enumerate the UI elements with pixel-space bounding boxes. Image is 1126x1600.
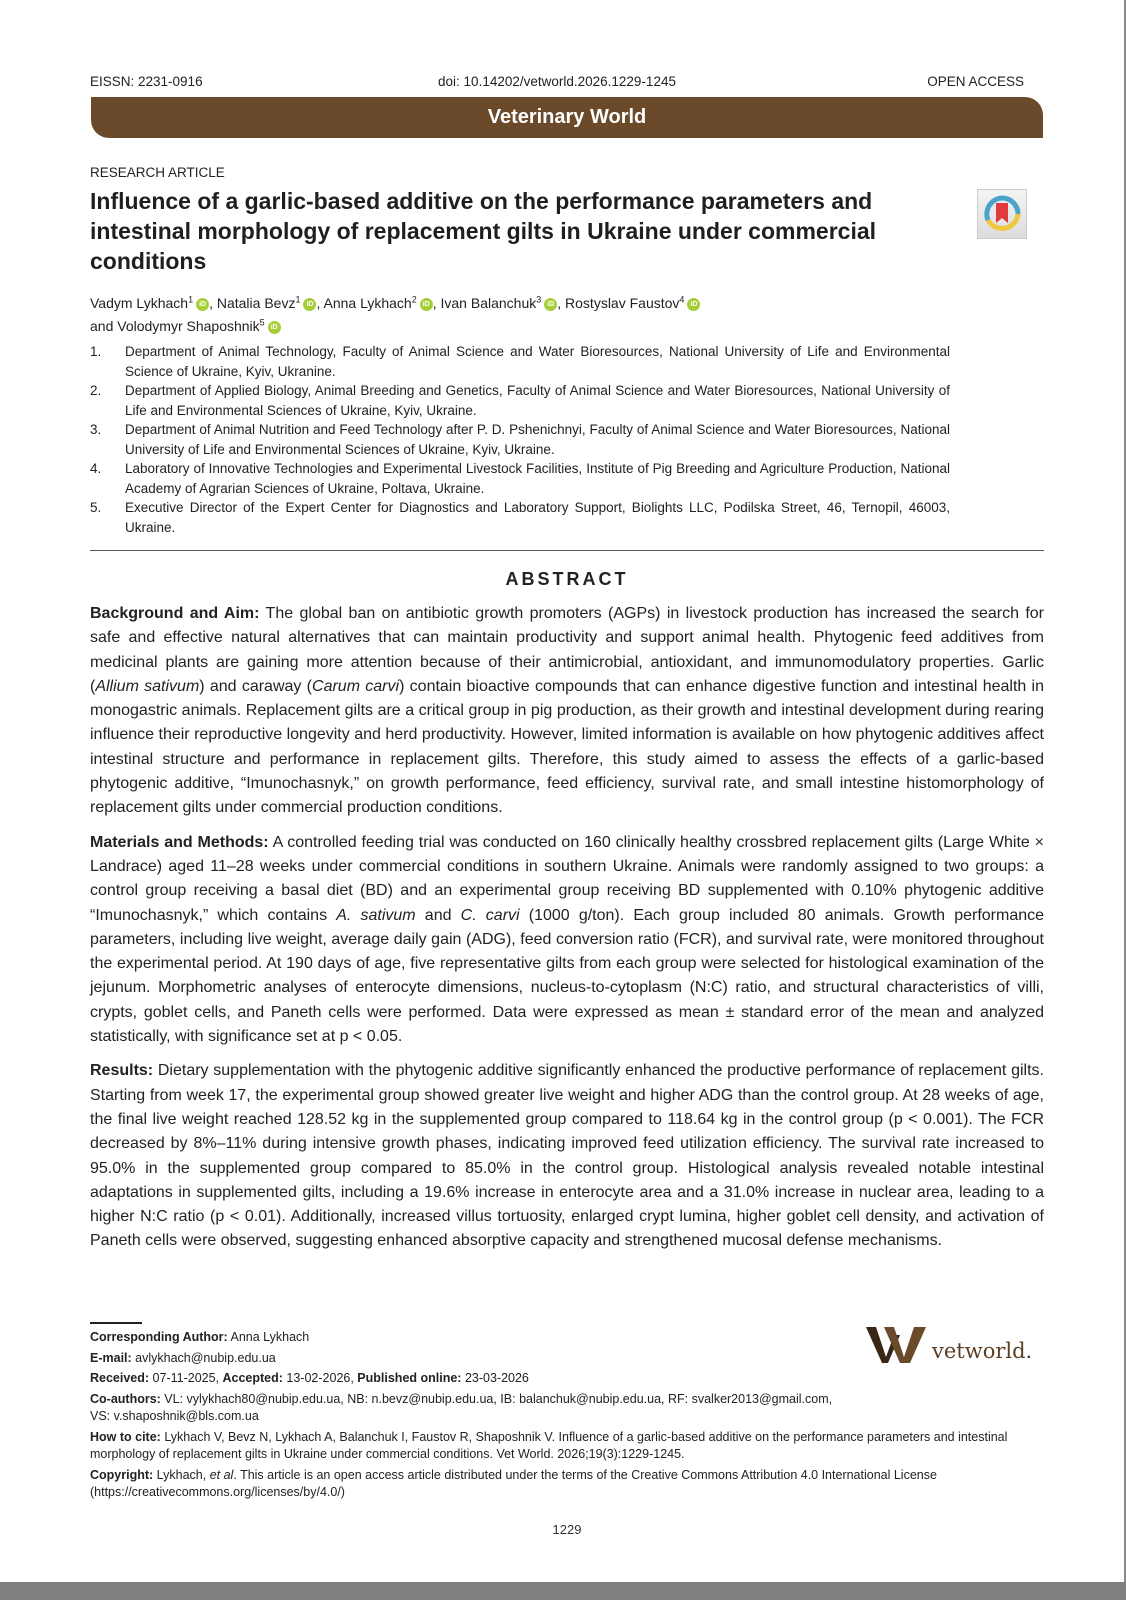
section-divider (90, 550, 1044, 551)
crossmark-icon (983, 195, 1021, 233)
copyright: Copyright: Lykhach, et al. This article is an open access article distributed under the terms of the Creative Commons Attribution 4.0 International License (https://creativecommons.org/licenses/by/4.0/) (90, 1467, 937, 1499)
orcid-icon[interactable]: iD (268, 321, 281, 334)
open-access-label: OPEN ACCESS (927, 74, 1024, 89)
corresponding-author: Corresponding Author: Anna Lykhach (90, 1330, 310, 1344)
author: Rostyslav Faustov$^4$iD (565, 295, 700, 311)
footnote-divider (90, 1322, 142, 1324)
author: and Volodymyr Shaposhnik$^5$iD (90, 318, 281, 334)
running-header (90, 74, 1024, 92)
orcid-icon[interactable]: iD (303, 298, 316, 311)
author-list (90, 289, 990, 336)
page-number: 1229 (552, 1522, 582, 1537)
email: E-mail: avlykhach@nubip.edu.ua (90, 1350, 276, 1365)
license-link[interactable]: . This article is an open access article distributed under the terms of the Creative Commons Attribution 4.0 International License (https://creativecommons.org/licenses/by/4.0/) (90, 1467, 937, 1499)
eissn: EISSN: 2231-0916 (90, 74, 203, 89)
doi-link[interactable]: doi: 10.14202/vetworld.2026.1229-1245 (438, 74, 676, 89)
abstract-heading: ABSTRACT (505, 569, 629, 589)
author: Natalia Bevz$^1$iD , (216, 294, 324, 311)
journal-name: Veterinary World (487, 106, 647, 128)
article-type: RESEARCH ARTICLE (90, 165, 225, 180)
orcid-icon[interactable]: iD (544, 298, 557, 311)
author: Ivan Balanchuk$^3$iD , (440, 294, 566, 311)
dates: Received: 07-11-2025, Accepted: 13-02-2026, Published online: 23-03-2026 (90, 1371, 529, 1385)
author: Anna Lykhach$^2$iD , (323, 294, 441, 311)
how-to-cite: How to cite: Lykhach V, Bevz N, Lykhach A, Balanchuk I, Faustov R, Shaposhnik V. Influence of a garlic-based additive on the performance parameters and intestinal morphology of replacement gilts in Ukraine under commercial conditions. Vet World. 2026;19(3):1229-1245. (90, 1429, 1008, 1461)
affiliation-item: 3. Department of Animal Nutrition and Feed Technology after P. D. Pshenichnyi, Faculty of Animal Science and Water Bioresources, National University of Life and Environmental Sciences of Ukraine, Kyiv, Ukraine. (90, 422, 950, 457)
abstract-background: Background and Aim: The global ban on antibiotic growth promoters (AGPs) in livestock production has increased the search for safe and effective natural alternatives that can maintain productivity and support animal health. Phytogenic feed additives from medicinal plants are gaining more attention because of their antimicrobial, antioxidant, and immunomodulatory properties. Garlic (Allium sativum) and caraway (Carum carvi) contain bioactive compounds that can enhance digestive function and intestinal health in monogastric animals. Replacement gilts are a critical group in pig production, as their growth and intestinal development during rearing influence their reproductive longevity and herd productivity. However, limited information is available on how phytogenic additives affect intestinal structure and performance in replacement gilts. Therefore, this study aimed to assess the effects of a garlic-based phytogenic additive, “Imunochasnyk,” on growth performance, feed efficiency, survival rate, and small intestine histomorphology of replacement gilts under commercial production conditions. (90, 605, 1045, 817)
email-link[interactable]: avlykhach@nubip.edu.ua (131, 1350, 276, 1365)
affiliation-item: 5. Executive Director of the Expert Center for Diagnostics and Laboratory Support, Biolights LLC, Podilska Street, 46, Ternopil, 46003, Ukraine. (90, 500, 950, 535)
vetworld-logo: vetworld. (866, 1327, 1032, 1363)
orcid-icon[interactable]: iD (420, 298, 433, 311)
author: Vadym Lykhach$^1$iD , (90, 294, 217, 311)
crossmark-button[interactable] (977, 189, 1027, 239)
article-title: Influence of a garlic-based additive on the performance parameters and intestinal morphology of replacement gilts in Ukraine under commercial conditions (90, 188, 877, 274)
orcid-icon[interactable]: iD (687, 298, 700, 311)
affiliation-item: 4. Laboratory of Innovative Technologies and Experimental Livestock Facilities, Institute of Pig Breeding and Agriculture Production, National Academy of Agrarian Sciences of Ukraine, Poltava, Ukraine. (90, 461, 950, 496)
journal-banner (91, 97, 1043, 138)
viewer-background (0, 1582, 1126, 1600)
abstract-results: Results: Dietary supplementation with the phytogenic additive significantly enhanced the productive performance of replacement gilts. Starting from week 17, the experimental group showed greater live weight and higher ADG than the control group. At 28 weeks of age, the final live weight reached 128.52 kg in the supplemented group compared to 118.64 kg in the control group (p < 0.001). The FCR decreased by 8%–11% during intensive growth phases, indicating improved feed utilization efficiency. The survival rate increased to 95.0% in the supplemented group compared to 85.0% in the control group. Histological analysis revealed notable intestinal adaptations in supplemented gilts, including a 19.6% increase in enterocyte area and a 31.0% increase in nuclear area, leading to a higher N:C ratio (p < 0.01). Additionally, increased villus tortuosity, enlarged crypt lumina, higher goblet cell density, and activation of Paneth cells were observed, suggesting enhanced absorptive capacity and strengthened mucosal defense mechanisms. (90, 1062, 1044, 1250)
abstract-methods: Materials and Methods: A controlled feeding trial was conducted on 160 clinically healthy crossbred replacement gilts (Large White × Landrace) aged 11–28 weeks under commercial conditions in southern Ukraine. Animals were randomly assigned to two groups: a control group receiving a basal diet (BD) and an experimental group receiving BD supplemented with 0.10% phytogenic additive “Imunochasnyk,” which contains A. sativum and C. carvi (1000 g/ton). Each group included 80 animals. Growth performance parameters, including live weight, average daily gain (ADG), feed conversion ratio (FCR), and survival rate, were monitored throughout the experimental period. At 190 days of age, five representative gilts from each group were selected for histological examination of the jejunum. Morphometric analyses of enterocyte dimensions, nucleus-to-cytoplasm (N:C) ratio, and structural characteristics of villi, crypts, goblet cells, and Paneth cells were performed. Data were expressed as mean ± standard error of the mean and analyzed statistically, with significance set at p < 0.05. (90, 833, 1045, 1046)
affiliation-item: 1. Department of Animal Technology, Faculty of Animal Science and Water Bioresources, National University of Life and Environmental Science of Ukraine, Kyiv, Ukranine. (90, 344, 950, 379)
abstract-body (90, 602, 1044, 1264)
affiliation-list (90, 342, 950, 537)
orcid-icon[interactable]: iD (196, 298, 209, 311)
article-metadata (90, 1329, 1044, 1505)
affiliation-item: 2. Department of Applied Biology, Animal Breeding and Genetics, Faculty of Animal Science and Water Bioresources, National University of Life and Environmental Sciences of Ukraine, Kyiv, Ukraine. (90, 383, 950, 418)
coauthors: Co-authors: VL: vylykhach80@nubip.edu.ua, NB: n.bevz@nubip.edu.ua, IB: balanchuk@nubip.edu.ua, RF: svalker2013@gmail.com, VS: v.shaposhnik@bls.com.ua (90, 1391, 833, 1423)
